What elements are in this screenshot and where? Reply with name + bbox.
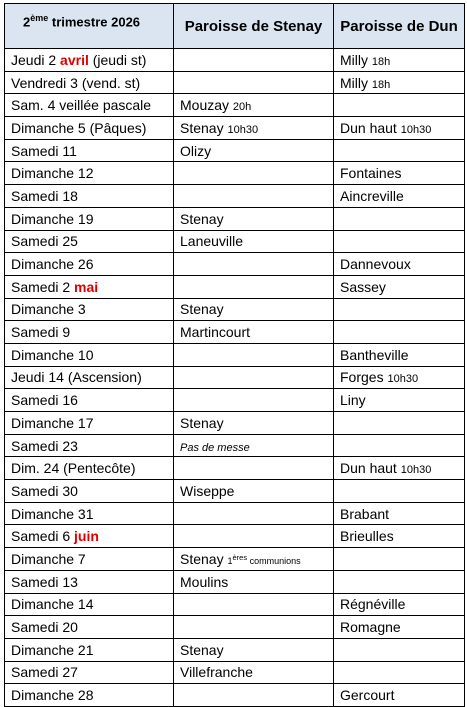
stenay-place: Mouzay xyxy=(180,97,233,114)
dun-cell xyxy=(334,321,465,344)
dun-cell xyxy=(334,298,465,321)
table-row xyxy=(5,502,465,525)
dun-cell xyxy=(334,661,465,684)
dun-cell xyxy=(334,389,465,412)
dun-time: 10h30 xyxy=(400,464,432,477)
dun-time: 18h xyxy=(371,78,391,91)
date-label: Dimanche 7 xyxy=(11,550,86,567)
dun-cell xyxy=(334,71,465,94)
dun-place: Milly xyxy=(340,74,372,91)
dun-time: 10h30 xyxy=(387,373,419,386)
dun-cell xyxy=(334,162,465,185)
date-cell xyxy=(5,684,174,707)
date-label: Samedi 6 xyxy=(11,528,75,545)
date-cell xyxy=(5,230,174,253)
date-cell xyxy=(5,593,174,616)
table-row xyxy=(5,389,465,412)
quarter-ordinal-suffix: ème xyxy=(30,13,49,23)
table-row xyxy=(5,253,465,276)
stenay-cell xyxy=(174,480,334,503)
dun-cell xyxy=(334,570,465,593)
first-communion-label: communions xyxy=(247,555,301,566)
date-suffix: (jeudi st) xyxy=(88,51,147,68)
date-label: Samedi 11 xyxy=(11,142,77,159)
date-cell xyxy=(5,162,174,185)
stenay-time: 10h30 xyxy=(227,123,259,136)
stenay-cell xyxy=(174,434,334,457)
date-label: Vendredi 3 (vend. st) xyxy=(11,74,141,91)
dun-place: Sassey xyxy=(340,278,386,295)
stenay-cell xyxy=(174,593,334,616)
table-row xyxy=(5,49,465,72)
date-cell xyxy=(5,502,174,525)
dun-place: Brieulles xyxy=(340,528,394,545)
dun-place: Bantheville xyxy=(340,346,409,363)
date-label: Dimanche 10 xyxy=(11,346,94,363)
date-cell xyxy=(5,94,174,117)
stenay-cell xyxy=(174,49,334,72)
table-row xyxy=(5,94,465,117)
dun-time: 18h xyxy=(371,55,391,68)
date-label: Dimanche 12 xyxy=(11,165,94,182)
dun-cell xyxy=(334,616,465,639)
first-communion-note xyxy=(227,552,301,566)
date-cell xyxy=(5,185,174,208)
dun-cell xyxy=(334,480,465,503)
stenay-place: Laneuville xyxy=(180,233,244,250)
date-label: Samedi 27 xyxy=(11,664,78,681)
stenay-place: Wiseppe xyxy=(180,482,235,499)
table-row xyxy=(5,480,465,503)
dun-place: Romagne xyxy=(340,619,401,636)
stenay-cell xyxy=(174,275,334,298)
stenay-time: 20h xyxy=(232,101,252,114)
date-label: Dimanche 17 xyxy=(11,414,94,431)
dun-time: 10h30 xyxy=(400,123,432,136)
dun-place: Aincreville xyxy=(340,187,404,204)
date-label: Samedi 13 xyxy=(11,573,78,590)
table-row xyxy=(5,298,465,321)
table-row xyxy=(5,117,465,140)
date-cell xyxy=(5,638,174,661)
table-row xyxy=(5,434,465,457)
date-label: Dimanche 14 xyxy=(11,596,94,613)
stenay-place: Stenay xyxy=(180,550,228,567)
date-label: Samedi 23 xyxy=(11,437,78,454)
date-label: Samedi 9 xyxy=(11,324,71,341)
quarter-number: 2 xyxy=(23,14,31,30)
dun-cell xyxy=(334,185,465,208)
stenay-cell xyxy=(174,366,334,389)
dun-cell xyxy=(334,457,465,480)
date-label: Samedi 16 xyxy=(11,392,78,409)
stenay-cell xyxy=(174,162,334,185)
stenay-place: Martincourt xyxy=(180,324,251,341)
stenay-cell xyxy=(174,94,334,117)
table-row xyxy=(5,207,465,230)
stenay-cell xyxy=(174,207,334,230)
stenay-cell xyxy=(174,185,334,208)
date-label: Samedi 30 xyxy=(11,482,78,499)
dun-cell xyxy=(334,139,465,162)
dun-place: Dun haut xyxy=(340,460,401,477)
mass-schedule-table xyxy=(4,3,465,707)
date-cell xyxy=(5,117,174,140)
date-cell xyxy=(5,457,174,480)
month-label: avril xyxy=(60,51,89,68)
date-cell xyxy=(5,570,174,593)
date-label: Dimanche 28 xyxy=(11,687,94,704)
date-cell xyxy=(5,207,174,230)
stenay-cell xyxy=(174,525,334,548)
dun-cell xyxy=(334,502,465,525)
stenay-place: Olizy xyxy=(180,142,212,159)
stenay-place: Moulins xyxy=(180,573,229,590)
first-communion-number: 1 xyxy=(227,555,233,566)
dun-place: Forges xyxy=(340,369,388,386)
date-label: Samedi 18 xyxy=(11,187,78,204)
table-row xyxy=(5,343,465,366)
dun-cell xyxy=(334,253,465,276)
stenay-cell xyxy=(174,616,334,639)
date-label: Jeudi 14 (Ascension) xyxy=(11,369,142,386)
dun-cell xyxy=(334,230,465,253)
date-label: Jeudi 2 xyxy=(11,51,61,68)
dun-place: Brabant xyxy=(340,505,390,522)
stenay-place: Stenay xyxy=(180,301,224,318)
stenay-cell xyxy=(174,412,334,435)
date-cell xyxy=(5,49,174,72)
table-row xyxy=(5,684,465,707)
stenay-cell xyxy=(174,71,334,94)
dun-place: Milly xyxy=(340,51,372,68)
date-label: Samedi 2 xyxy=(11,278,75,295)
date-cell xyxy=(5,71,174,94)
dun-place: Dannevoux xyxy=(340,256,411,273)
dun-place: Gercourt xyxy=(340,687,395,704)
stenay-cell xyxy=(174,548,334,571)
dun-place: Dun haut xyxy=(340,119,401,136)
date-cell xyxy=(5,366,174,389)
column-header-stenay: Paroisse de Stenay xyxy=(174,4,334,49)
header-row xyxy=(5,4,465,49)
table-row xyxy=(5,321,465,344)
date-cell xyxy=(5,275,174,298)
date-cell xyxy=(5,343,174,366)
date-cell xyxy=(5,616,174,639)
stenay-cell xyxy=(174,321,334,344)
dun-cell xyxy=(334,49,465,72)
stenay-cell xyxy=(174,343,334,366)
stenay-place: Stenay xyxy=(180,119,228,136)
table-row xyxy=(5,616,465,639)
table-row xyxy=(5,366,465,389)
date-label: Dimanche 26 xyxy=(11,256,94,273)
dun-cell xyxy=(334,684,465,707)
date-cell xyxy=(5,139,174,162)
stenay-cell xyxy=(174,502,334,525)
dun-cell xyxy=(334,434,465,457)
stenay-cell xyxy=(174,684,334,707)
dun-cell xyxy=(334,94,465,117)
stenay-cell xyxy=(174,457,334,480)
no-mass-note: Pas de messe xyxy=(180,441,250,454)
dun-place: Fontaines xyxy=(340,165,402,182)
table-row xyxy=(5,139,465,162)
dun-place: Régnéville xyxy=(340,596,406,613)
stenay-cell xyxy=(174,230,334,253)
month-label: mai xyxy=(74,278,99,295)
stenay-place: Villefranche xyxy=(180,664,253,681)
stenay-cell xyxy=(174,570,334,593)
dun-cell xyxy=(334,638,465,661)
date-label: Dimanche 21 xyxy=(11,641,94,658)
dun-cell xyxy=(334,593,465,616)
first-communion-suffix: ères xyxy=(232,552,248,562)
date-cell xyxy=(5,321,174,344)
stenay-cell xyxy=(174,298,334,321)
date-cell xyxy=(5,525,174,548)
table-row xyxy=(5,457,465,480)
dun-cell xyxy=(334,548,465,571)
month-label: juin xyxy=(74,528,99,545)
date-label: Samedi 25 xyxy=(11,233,78,250)
table-row xyxy=(5,412,465,435)
dun-place: Liny xyxy=(340,392,366,409)
date-cell xyxy=(5,480,174,503)
column-header-dun: Paroisse de Dun xyxy=(334,4,465,49)
table-row xyxy=(5,230,465,253)
stenay-cell xyxy=(174,661,334,684)
stenay-cell xyxy=(174,389,334,412)
table-row xyxy=(5,525,465,548)
quarter-title xyxy=(5,4,174,49)
date-cell xyxy=(5,434,174,457)
dun-cell xyxy=(334,117,465,140)
dun-cell xyxy=(334,207,465,230)
stenay-cell xyxy=(174,638,334,661)
table-row xyxy=(5,638,465,661)
quarter-label: trimestre 2026 xyxy=(48,14,141,30)
stenay-cell xyxy=(174,117,334,140)
table-row xyxy=(5,71,465,94)
dun-cell xyxy=(334,275,465,298)
date-cell xyxy=(5,412,174,435)
date-cell xyxy=(5,389,174,412)
date-label: Dim. 24 (Pentecôte) xyxy=(11,460,136,477)
table-row xyxy=(5,548,465,571)
table-row xyxy=(5,661,465,684)
table-row xyxy=(5,570,465,593)
table-row xyxy=(5,162,465,185)
date-label: Dimanche 5 (Pâques) xyxy=(11,119,147,136)
stenay-place: Stenay xyxy=(180,641,224,658)
dun-cell xyxy=(334,412,465,435)
table-row xyxy=(5,593,465,616)
stenay-cell xyxy=(174,139,334,162)
date-label: Dimanche 31 xyxy=(11,505,94,522)
date-cell xyxy=(5,548,174,571)
dun-cell xyxy=(334,366,465,389)
date-label: Samedi 20 xyxy=(11,619,78,636)
date-label: Dimanche 3 xyxy=(11,301,86,318)
date-label: Sam. 4 veillée pascale xyxy=(11,97,152,114)
table-row xyxy=(5,275,465,298)
table-row xyxy=(5,185,465,208)
dun-cell xyxy=(334,343,465,366)
date-cell xyxy=(5,661,174,684)
stenay-place: Stenay xyxy=(180,414,224,431)
date-cell xyxy=(5,253,174,276)
stenay-place: Stenay xyxy=(180,210,224,227)
dun-cell xyxy=(334,525,465,548)
stenay-cell xyxy=(174,253,334,276)
date-cell xyxy=(5,298,174,321)
date-label: Dimanche 19 xyxy=(11,210,94,227)
